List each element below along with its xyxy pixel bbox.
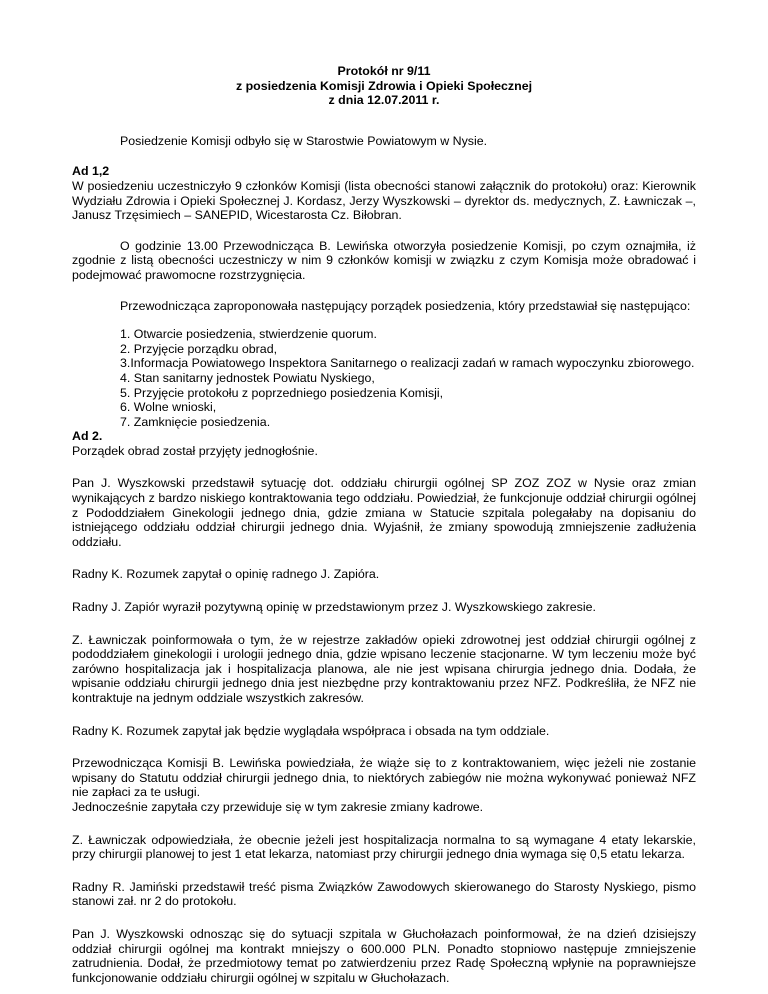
wyszkowski-surgery-paragraph: Pan J. Wyszkowski przedstawił sytuację dot. oddziału chirurgii ogólnej SP ZOZ ZOZ w Nysie oraz zmian wynikających z bardzo niskiego kontraktowania tego oddziału. Powiedział, że funkcjonuje oddział chirurgii ogólnej z Pododdziałem Ginekologii jednego dnia, gdzie zmiana w Statucie szpitala polegałaby na dopisaniu do istniejącego oddziału oddział chirurgii jednego dnia. Wyjaśnił, że zmiany spowodują zmniejszenie zadłużenia oddziału. (72, 476, 696, 549)
rozumek-staffing-question-paragraph: Radny K. Rozumek zapytał jak będzie wyglądała współpraca i obsada na tym oddziale. (72, 723, 550, 738)
zapior-opinion-paragraph: Radny J. Zapiór wyraził pozytywną opinię w przedstawionym przez J. Wyszkowskiego zakresie. (72, 600, 596, 615)
agenda-item: 7. Zamknięcie posiedzenia. (120, 414, 271, 429)
lewinska-staffing-question-paragraph: Jednocześnie zapytała czy przewiduje się w tym zakresie zmiany kadrowe. (72, 799, 484, 814)
agenda-item: 1. Otwarcie posiedzenia, stwierdzenie quorum. (120, 327, 377, 342)
protocol-title-date: z dnia 12.07.2011 r. (328, 93, 440, 108)
opening-paragraph: O godzinie 13.00 Przewodnicząca B. Lewińska otworzyła posiedzenie Komisji, po czym oznajmiła, iż zgodnie z listą obecności uczestniczy w nim 9 członków komisji w związku z czym Komisja może obradować i podejmować prawomocne rozstrzygnięcia. (72, 238, 696, 282)
agenda-item: 3.Informacja Powiatowego Inspektora Sanitarnego o realizacji zadań w ramach wypoczynku zbiorowego. (120, 356, 695, 371)
lawniczak-register-paragraph: Z. Ławniczak poinformowała o tym, że w rejestrze zakładów opieki zdrowotnej jest oddział chirurgii ogólnej z pododdziałem ginekologii i urologii jednego dnia, gdzie wpisano leczenie stacjonarne. W tym leczeniu może być zarówno hospitalizacja jak i hospitalizacja planowa, ale nie jest wpisana chirurgia jednego dnia. Dodała, że wpisanie oddziału chirurgii jednego dnia jest niezbędne przy kontraktowaniu przez NFZ. Podkreśliła, że NFZ nie kontraktuje na jednym oddziale wszystkich zakresów. (72, 632, 696, 705)
intro-paragraph: Posiedzenie Komisji odbyło się w Starostwie Powiatowym w Nysie. (120, 133, 488, 148)
agenda-item: 4. Stan sanitarny jednostek Powiatu Nyskiego, (120, 370, 375, 385)
rozumek-question-paragraph: Radny K. Rozumek zapytał o opinię radnego J. Zapióra. (72, 567, 380, 582)
agenda-item: 5. Przyjęcie protokołu z poprzedniego posiedzenia Komisji, (120, 385, 444, 400)
protocol-title-number: Protokół nr 9/11 (337, 64, 431, 78)
protocol-title-committee: z posiedzenia Komisji Zdrowia i Opieki Społecznej (235, 78, 533, 93)
wyszkowski-glucholazy-paragraph: Pan J. Wyszkowski odnosząc się do sytuacji szpitala w Głuchołazach poinformował, że na dzień dzisiejszy oddział chirurgii ogólnej ma kontrakt mniejszy o 600.000 PLN. Ponadto stopniowo następuje zmniejszenie zatrudnienia. Dodał, że przedmiotowy temat po zatwierdzeniu przez Radę Społeczną wpłynie na poprawniejsze funkcjonowanie oddziału chirurgii ogólnej w szpitalu w Głuchołazach. (72, 926, 696, 985)
lawniczak-staffing-answer-paragraph: Z. Ławniczak odpowiedziała, że obecnie jeżeli jest hospitalizacja normalna to są wymagane 4 etaty lekarskie, przy chirurgii planowej to jest 1 etat lekarza, natomiast przy chirurgii jednego dnia wymaga się 0,5 etatu lekarza. (72, 832, 696, 862)
ad2-heading: Ad 2. (72, 429, 103, 444)
document-page (72, 64, 696, 985)
agenda-accepted-paragraph: Porządek obrad został przyjęty jednogłośnie. (72, 443, 318, 458)
agenda-intro-paragraph: Przewodnicząca zaproponowała następujący porządek posiedzenia, który przedstawiał się następująco: (120, 298, 691, 313)
jaminski-union-letter-paragraph: Radny R. Jamiński przedstawił treść pisma Związków Zawodowych skierowanego do Starosty Nyskiego, pismo stanowi zał. nr 2 do protokołu. (72, 879, 696, 909)
lewinska-contract-paragraph: Przewodnicząca Komisji B. Lewińska powiedziała, że wiąże się to z kontraktowaniem, więc jeżeli nie zostanie wpisany do Statutu oddział chirurgii jednego dnia, to niektórych zabiegów nie można wykonywać ponieważ NFZ nie zapłaci za te usługi. (72, 756, 696, 800)
ad12-heading: Ad 1,2 (72, 164, 110, 179)
attendance-paragraph: W posiedzeniu uczestniczyło 9 członków Komisji (lista obecności stanowi załącznik do protokołu) oraz: Kierownik Wydziału Zdrowia i Opieki Społecznej J. Kordasz, Jerzy Wyszkowski – dyrektor ds. medycznych, Z. Ławniczak –, Janusz Trzęsimiech – SANEPID, Wicestarosta Cz. Biłobran. (72, 178, 696, 223)
agenda-item: 6. Wolne wnioski, (120, 400, 217, 415)
agenda-list (72, 327, 696, 429)
agenda-item: 2. Przyjęcie porządku obrad, (120, 341, 278, 356)
